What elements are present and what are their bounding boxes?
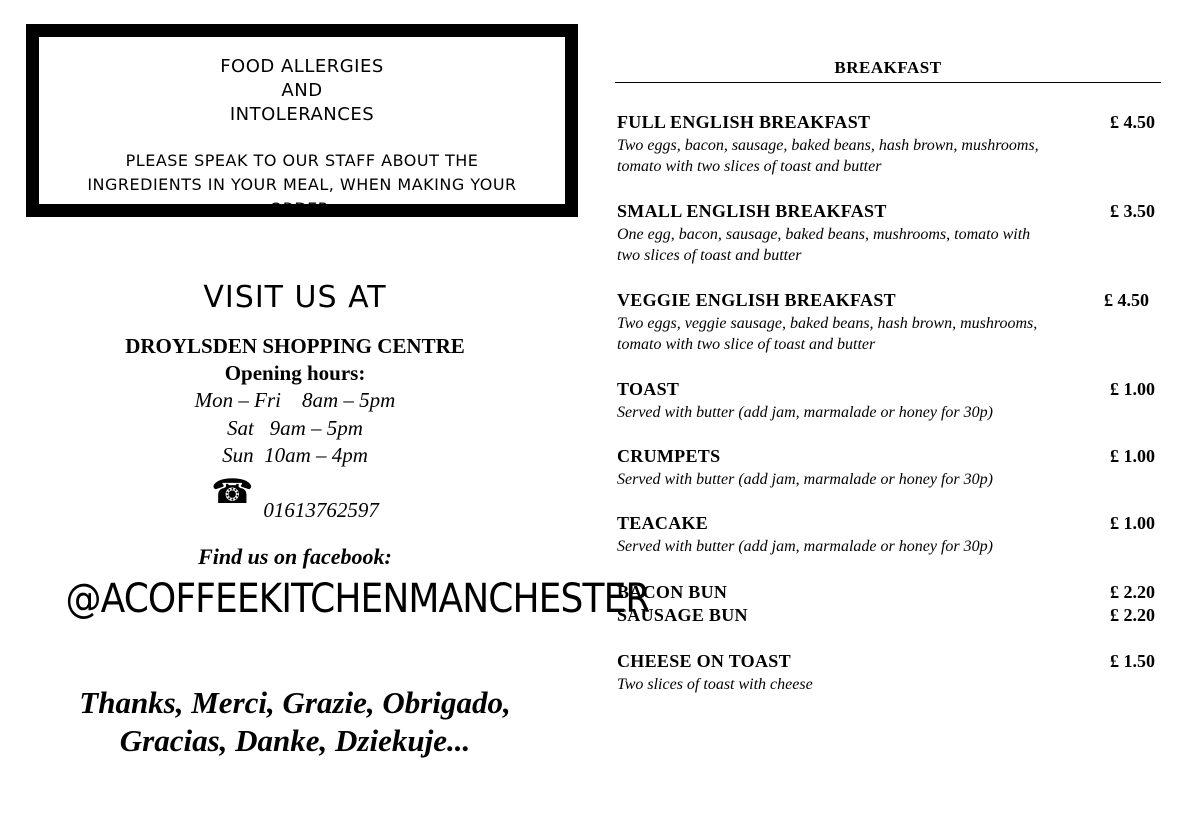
menu-item [617,605,1159,628]
allergy-title-line: INTOLERANCES [229,104,375,125]
menu-item-description: One egg, bacon, sausage, baked beans, mushrooms, tomato with two slices of toast and butter [617,226,1031,264]
thanks-line: Gracias, Danke, Dziekuje... [119,723,471,758]
menu-item-price: £ 1.00 [1110,446,1155,466]
menu-item-name: FULL ENGLISH BREAKFAST [617,112,871,132]
menu-item-price: £ 1.00 [1110,513,1155,533]
menu-item-price: £ 2.20 [1110,605,1155,625]
menu-item [617,651,1159,695]
menu-item-description: Two eggs, bacon, sausage, baked beans, hash brown, mushrooms, tomato with two slices of toast and butter [617,137,1039,175]
menu-item-price: £ 3.50 [1110,201,1155,221]
opening-hours-saturday: Sat 9am – 5pm [227,416,363,440]
menu-item-description: Served with butter (add jam, marmalade or honey for 30p) [617,471,993,488]
visit-heading: VISIT US AT [203,280,387,315]
menu-item-name: SAUSAGE BUN [617,605,748,625]
allergy-title-line: FOOD ALLERGIES [220,56,384,77]
thanks-message [40,684,550,760]
menu-item-name: CRUMPETS [617,446,721,466]
opening-hours-weekday: Mon – Fri 8am – 5pm [194,388,396,412]
menu-item-description: Served with butter (add jam, marmalade or honey for 30p) [617,538,993,555]
phone-number[interactable]: 01613762597 [263,498,379,522]
menu-item-price: £ 2.20 [1110,582,1155,602]
menu-item [617,513,1159,557]
menu-item-price: £ 1.00 [1110,379,1155,399]
opening-hours-sunday: Sun 10am – 4pm [222,443,368,467]
phone-row [60,472,530,523]
menu-item-name: VEGGIE ENGLISH BREAKFAST [617,290,896,310]
menu-item-description: Two slices of toast with cheese [617,676,813,693]
menu-item-price: £ 4.50 [1104,290,1149,310]
menu-item-price: £ 1.50 [1110,651,1155,671]
allergy-note: PLEASE SPEAK TO OUR STAFF ABOUT THE INGREDIENTS IN YOUR MEAL, WHEN MAKING YOUR ORDER. [87,151,517,218]
menu-item [617,201,1159,266]
menu-item [617,582,1159,605]
menu-item [617,446,1159,490]
menu-item [617,379,1159,423]
menu-item-description: Two eggs, veggie sausage, baked beans, hash brown, mushrooms, tomato with two slice of toast and butter [617,315,1038,353]
menu-item-price: £ 4.50 [1110,112,1155,132]
telephone-icon: ☎ [211,474,254,511]
allergy-title [39,55,565,127]
menu-item-name: TEACAKE [617,513,709,533]
menu-item-description: Served with butter (add jam, marmalade or honey for 30p) [617,404,993,421]
allergy-title-line: AND [281,80,323,101]
venue-name: DROYLSDEN SHOPPING CENTRE [125,334,465,358]
menu-item-name: CHEESE ON TOAST [617,651,791,671]
allergy-notice-box [26,24,578,217]
menu-item [617,112,1159,177]
thanks-line: Thanks, Merci, Grazie, Obrigado, [79,685,511,720]
menu-item-name: TOAST [617,379,680,399]
opening-hours-label: Opening hours: [224,361,366,385]
facebook-handle[interactable]: @ACOFFEEKITCHENMANCHESTER [65,576,650,622]
menu-title-divider [615,82,1161,83]
menu-item [617,290,1159,355]
menu-item-name: BACON BUN [617,582,728,602]
facebook-label: Find us on facebook: [198,544,392,569]
menu-title: BREAKFAST [834,58,942,77]
menu-item-name: SMALL ENGLISH BREAKFAST [617,201,887,221]
